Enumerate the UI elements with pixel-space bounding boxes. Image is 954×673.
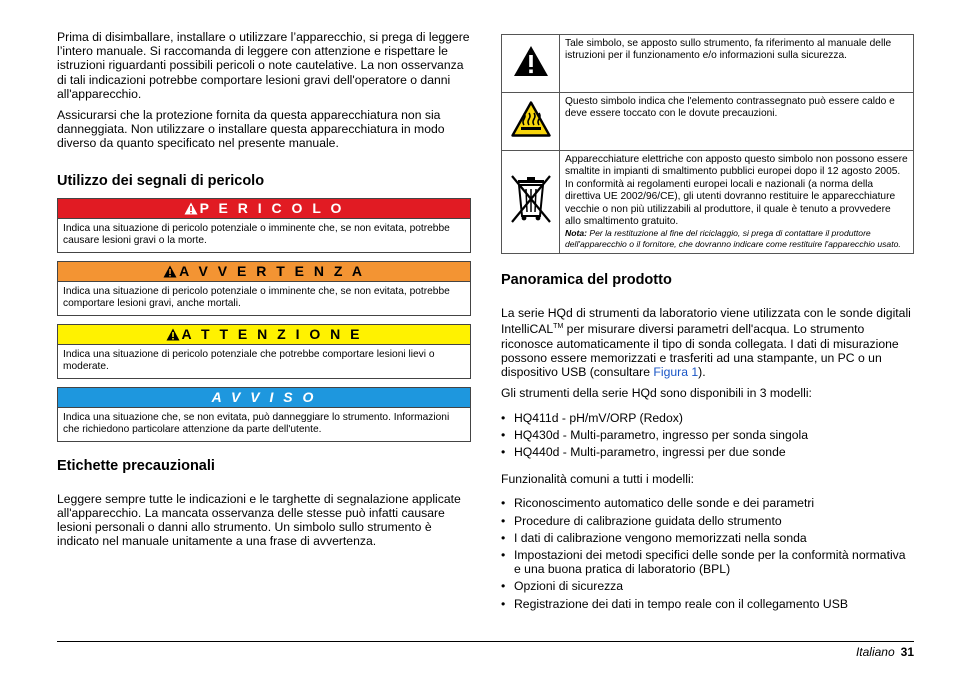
list-item: • Opzioni di sicurezza — [501, 579, 914, 593]
models-list — [501, 411, 914, 460]
overview-p1-mid: per misurare diversi parametri dell'acqua. Lo strumento riconosce automaticamente il tipo di sonda collegata. I dati di misurazione possono essere memorizzati e trasferiti ad una stampante, un PC o un dispositivo USB (consultare — [501, 322, 899, 380]
weee-text: Apparecchiature elettriche con apposto questo simbolo non possono essere smaltite in impianti di smaltimento pubblici europei dopo il 12 agosto 2005. In conformità ai regolamenti europei locali e nazionali (a norma della direttiva UE 2002/96/CE), gli utenti dovranno restituire le apparecchiature vecchie o non più utilizzabili al produttore, il quale è tenuto a provvedere allo smaltimento gratuito. — [565, 154, 908, 228]
hazard-label-notice: A V V I S O — [211, 388, 317, 405]
labels-section-text: Leggere sempre tutte le indicazioni e le targhette di segnalazione applicate all'apparecchio. La mancata osservanza delle stesse può infatti causare lesioni personali o danni allo strumento. Un simbolo sullo strumento è indicato nel manuale unitamente a una frase di avvertenza. — [57, 491, 461, 549]
warning-triangle-icon — [166, 328, 180, 341]
hazard-text-caution: Indica una situazione di pericolo potenziale che potrebbe comportare lesioni lievi o moderate. — [63, 348, 435, 373]
hazard-section-heading: Utilizzo dei segnali di pericolo — [57, 172, 265, 189]
page-number: 31 — [900, 645, 914, 659]
warning-triangle-icon — [513, 45, 549, 77]
list-item: • Impostazioni dei metodi specifici delle sonde per la conformità normativa e una buona pratica di laboratorio (BPL) — [501, 548, 914, 576]
overview-paragraph-2: Gli strumenti della serie HQd sono disponibili in 3 modelli: — [501, 386, 812, 401]
hot-surface-icon — [511, 101, 551, 137]
warning-triangle-icon — [163, 265, 177, 278]
list-item: • HQ430d - Multi-parametro, ingresso per sonda singola — [501, 428, 914, 442]
overview-heading: Panoramica del prodotto — [501, 272, 672, 289]
note-label: Nota: — [565, 228, 587, 239]
hazard-box-danger — [57, 198, 471, 253]
overview-paragraph-3: Funzionalità comuni a tutti i modelli: — [501, 472, 695, 487]
hazard-header-caution — [58, 325, 470, 345]
hazard-box-warning — [57, 261, 471, 316]
symbol-icon-cell — [502, 35, 560, 93]
intro-paragraph-2: Assicurarsi che la protezione fornita da questa apparecchiatura non sia danneggiata. Non utilizzare o installare questa apparecchiatura in modo diverso da quanto specificato nel presente manuale. — [57, 108, 445, 151]
hazard-text-warning: Indica una situazione di pericolo potenziale o imminente che, se non evitata, potrebbe comportare lesioni gravi, anche mortali. — [63, 285, 450, 310]
footer-divider — [57, 641, 914, 642]
weee-note — [565, 228, 908, 249]
figure-1-link[interactable]: Figura 1 — [653, 365, 699, 380]
weee-crossed-bin-icon — [509, 174, 553, 226]
hazard-box-notice — [57, 387, 471, 442]
list-item: • HQ411d - pH/mV/ORP (Redox) — [501, 411, 914, 425]
features-list — [501, 496, 914, 610]
overview-p1-end: ). — [698, 365, 706, 380]
warning-triangle-icon — [184, 202, 198, 215]
trademark-symbol: TM — [553, 323, 564, 331]
left-column — [57, 30, 471, 548]
symbol-description: Tale simbolo, se apposto sullo strumento, fa riferimento al manuale delle istruzioni per il funzionamento e/o informazioni sulla sicurezza. — [560, 35, 914, 93]
list-item: • Riconoscimento automatico delle sonde e dei parametri — [501, 496, 914, 510]
hazard-label-danger: P E R I C O L O — [199, 199, 345, 216]
symbol-description — [560, 151, 914, 254]
list-item: • HQ440d - Multi-parametro, ingressi per due sonde — [501, 445, 914, 459]
hazard-header-warning — [58, 262, 470, 282]
intro-paragraph-1: Prima di disimballare, installare o utilizzare l’apparecchio, si prega di leggere l’intero manuale. Si raccomanda di leggere con attenzione e rispettare le istruzioni riguardanti possibili pericoli o note cautelative. La non osservanza di tali indicazioni potrebbe comportare lesioni gravi dell'operatore o danni all'apparecchio. — [57, 30, 470, 101]
note-text: Per la restituzione al fine del riciclaggio, si prega di contattare il produttore dell'apparecchio o il fornitore, che dovranno indicare come restituire l'apparecchio usato. — [565, 228, 901, 249]
hazard-text-notice: Indica una situazione che, se non evitata, può danneggiare lo strumento. Informazioni che richiedono particolare attenzione da parte dell'utente. — [63, 411, 450, 436]
symbol-row — [502, 151, 914, 254]
symbols-table — [501, 34, 914, 254]
symbol-row — [502, 35, 914, 93]
symbol-icon-cell — [502, 151, 560, 254]
footer-language: Italiano — [855, 645, 895, 659]
hazard-label-warning: A V V E R T E N Z A — [179, 262, 365, 279]
hazard-box-caution — [57, 324, 471, 379]
hazard-header-notice — [58, 388, 470, 408]
overview-p1-start: La serie HQd di strumenti da laboratorio viene utilizzata con le sonde digitali IntelliCAL — [501, 306, 911, 337]
hazard-label-caution: A T T E N Z I O N E — [181, 325, 363, 342]
symbol-row — [502, 93, 914, 151]
labels-section-heading: Etichette precauzionali — [57, 457, 215, 474]
symbol-icon-cell — [502, 93, 560, 151]
list-item: • Procedure di calibrazione guidata dello strumento — [501, 514, 914, 528]
overview-paragraph-1 — [501, 306, 914, 379]
hazard-text-danger: Indica una situazione di pericolo potenziale o imminente che, se non evitata, potrebbe causare lesioni gravi o la morte. — [63, 222, 450, 247]
page-footer — [856, 645, 914, 659]
right-column — [501, 34, 914, 614]
hazard-header-danger — [58, 199, 470, 219]
list-item: • Registrazione dei dati in tempo reale con il collegamento USB — [501, 597, 914, 611]
symbol-description: Questo simbolo indica che l'elemento contrassegnato può essere caldo e deve essere toccato con le dovute precauzioni. — [560, 93, 914, 151]
list-item: • I dati di calibrazione vengono memorizzati nella sonda — [501, 531, 914, 545]
